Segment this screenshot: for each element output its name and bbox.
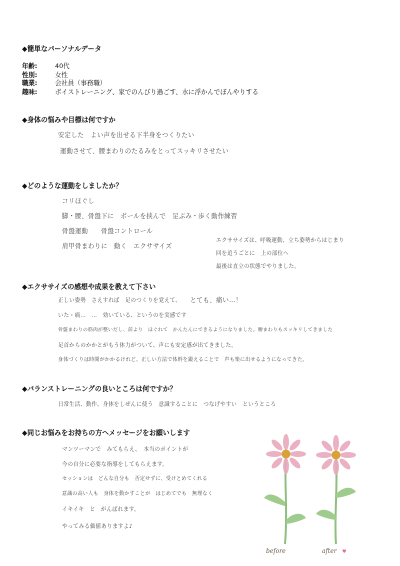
handwritten-line: やってみる価値ありますよ♪ [62,524,133,530]
profile-value: ボイストレーニング、家でのんびり過ごす、水に浮かんでぼんやりする [55,87,259,96]
handwritten-line: 骨盤まわりの筋肉が整いだし、前より ほぐれて かんたんにできるようになりました。腰まわりもスッキリしてきました [58,328,333,333]
handwritten-line: 正しい姿勢 さえすれば 足のつくりを覚えて、 [58,298,181,304]
handwritten-line: 安定した よい声を出せる下半身をつくりたい [58,132,195,139]
heart-icon: ♥ [342,549,347,555]
section-heading-concerns: ◆身体の悩みや目標は何ですか [22,116,116,124]
section-heading-impressions: ◆エクササイズの感想や成果を教えて下さい [22,283,156,291]
section-heading-message: ◆同じお悩みをお持ちの方へメッセージをお願いします [22,429,190,437]
handwritten-line: 肩甲骨まわりに 動く エクササイズ [62,243,172,250]
handwritten-line: いた・痛… … 効いている、というのを実感です [58,313,187,319]
flower-illustration-before [258,432,314,552]
handwritten-line: 意識の高い人も 身体を動かすことが はじめてでも 無理なく [62,491,213,497]
profile-key: 職業: [22,79,38,87]
profile-value: 女性 [55,70,68,79]
handwritten-side-note: 最後は直立の状態でやりました。 [216,264,300,270]
profile-age [22,62,70,70]
handwritten-side-note: 回を追うごとに 上の部位へ [216,251,289,257]
caption-before: before [266,548,286,555]
flower-illustration-after [308,432,364,552]
handwritten-line: イキイキ と がんばれます。 [62,507,140,513]
profile-key: 年齢: [22,62,38,70]
profile-value: 40代 [55,62,70,70]
handwritten-side-note: エクササイズは、呼吸運動、立ち姿勢からはじまり [216,238,345,244]
profile-key: 趣味: [22,87,38,96]
handwritten-line: 足首からのかかとがもう体力がついて、声にも安定感が出てきました。 [58,343,237,349]
handwritten-line: 運動させて、腰まわりのたるみをとってスッキリさせたい [60,148,229,155]
handwritten-line: 身体づくりは時間がかかるけれど、正しい方法で体幹を鍛えることで 声も楽に出せるようになってきた。 [58,357,308,363]
profile-value: 会社員（事務職） [55,79,107,87]
section-heading-benefits: ◆バランストレーニングの良いところは何ですか？ [22,385,177,393]
handwritten-line: マンツーマンで みてもらえ、 本当のポイントが [62,447,189,453]
handwritten-line: 骨盤運動 骨盤コントロール [62,228,153,235]
profile-gender [22,71,68,79]
profile-job [22,79,106,87]
handwritten-line: セッションは どんな自分も 否定せずに、受けとめてくれる [62,476,208,482]
caption-after: after [322,548,337,555]
handwritten-line: 日常生活、動作、身体をしぜんに使う 意識することに つなげやすい というところ [58,402,277,408]
profile-hobby [22,88,259,96]
profile-key: 性別: [22,70,38,79]
handwritten-line: 今の自分に必要な指導をしてもらえます。 [62,462,168,468]
page-title: ◆簡単なパーソナルデータ [22,45,102,53]
handwritten-line: コリほぐし [62,198,95,205]
section-heading-exercises: ◆どのような運動をしましたか？ [22,182,123,190]
handwritten-line: 脚・腰、骨盤下に ボールを挟んで 足ぶみ・歩く動作練習 [62,213,238,220]
handwritten-exclamation: とても、痛い…！ [190,297,242,304]
